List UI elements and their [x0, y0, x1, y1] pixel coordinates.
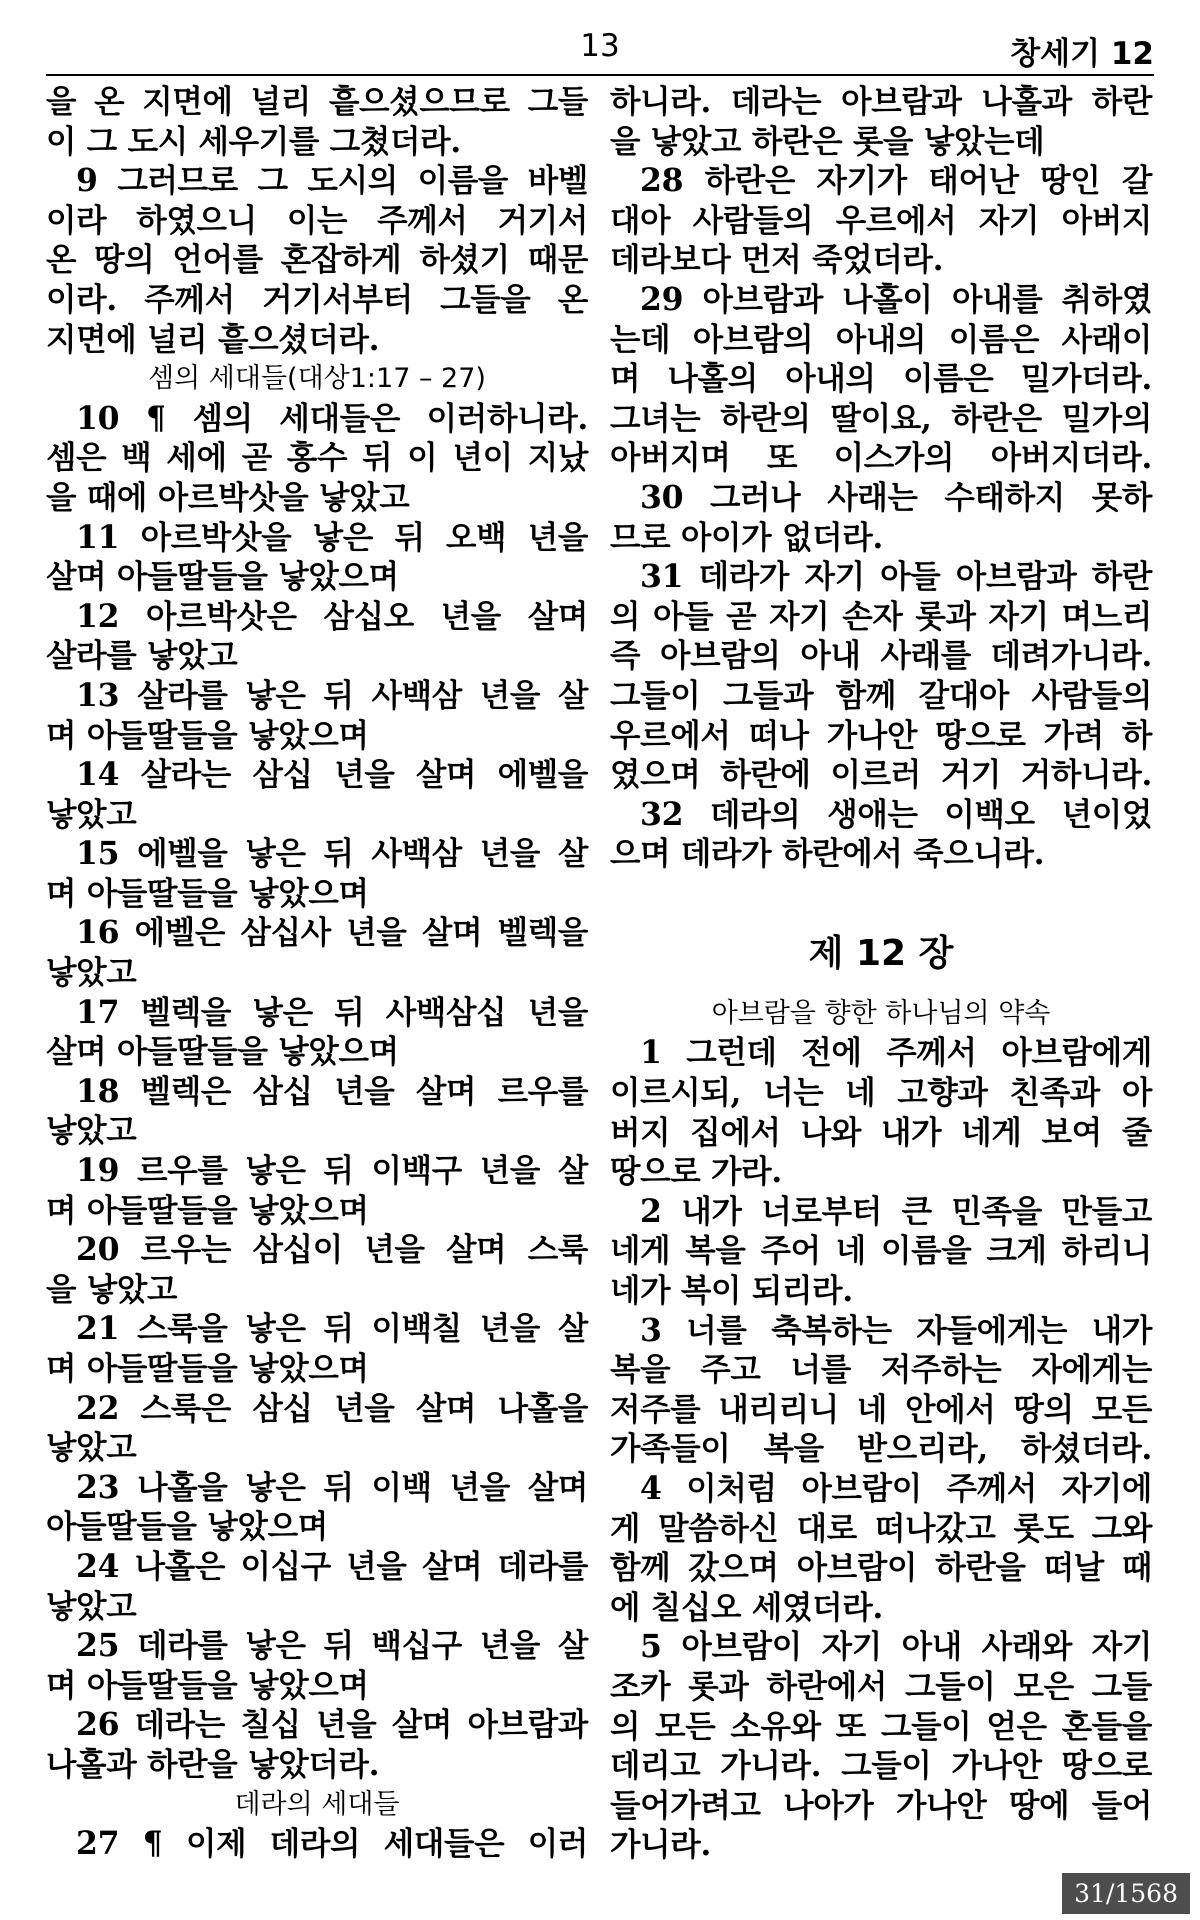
verse-start-line: 4 이처럼 아브람이 주께서 자기에 [640, 1470, 1152, 1507]
page-header [46, 24, 1154, 76]
text-line: 며 아들딸들을 낳았으며 [46, 874, 369, 912]
text-line: 네가 복이 되리라. [610, 1272, 853, 1310]
text-line: 네게 복을 주어 네 이름을 크게 하리니 [610, 1232, 1152, 1270]
text-line: 함께 갔으며 아브람이 하란을 떠날 때 [610, 1549, 1152, 1587]
verse-start-line: 5 아브람이 자기 아내 사래와 자기 [640, 1628, 1152, 1666]
verse-start-line: 22 스룩은 삼십 년을 살며 나홀을 [76, 1389, 588, 1427]
spacer [610, 874, 1152, 914]
text-line: 을 온 지면에 널리 흩으셨으므로 그들 [46, 83, 588, 120]
text-line: 이 그 도시 세우기를 그쳤더라. [46, 122, 461, 160]
text-line: 아들딸들을 낳았으며 [46, 1508, 328, 1546]
text-line: 의 모든 소유와 또 그들이 얻은 혼들을 [610, 1707, 1152, 1745]
page-counter: 31/1568 [1062, 1873, 1190, 1914]
chapter-heading: 제 12 장 [808, 932, 954, 974]
verse-start-line: 15 에벨을 낳은 뒤 사백삼 년을 살 [76, 835, 588, 873]
verse-start-line: 31 데라가 자기 아들 아브람과 하란 [640, 558, 1152, 596]
text-line: 며 나홀의 아내의 이름은 밀가더라. [610, 360, 1152, 398]
text-line: 가족들이 복을 받으리라, 하셨더라. [610, 1430, 1152, 1468]
text-line: 땅으로 가라. [610, 1153, 782, 1191]
verse-start-line: 23 나홀을 낳은 뒤 이백 년을 살며 [76, 1468, 588, 1506]
section-heading: 데라의 세대들 [234, 1788, 400, 1820]
text-line: 대아 사람들의 우르에서 자기 아버지 [610, 201, 1152, 239]
verse-start-line: 21 스룩을 낳은 뒤 이백칠 년을 살 [76, 1310, 588, 1348]
verse-start-line: 29 아브람과 나홀이 아내를 취하였 [640, 280, 1152, 318]
text-line: 데리고 가니라. 그들이 가나안 땅으로 [610, 1747, 1152, 1785]
text-line: 버지 집에서 나와 내가 네게 보여 줄 [610, 1113, 1152, 1151]
text-line: 그들이 그들과 함께 갈대아 사람들의 [610, 676, 1152, 714]
verse-start-line: 1 그런데 전에 주께서 아브람에게 [640, 1034, 1152, 1072]
verse-start-line: 18 벨렉은 삼십 년을 살며 르우를 [76, 1072, 588, 1110]
text-line: 조카 롯과 하란에서 그들이 모은 그들 [610, 1667, 1152, 1705]
verse-start-line: 32 데라의 생애는 이백오 년이었 [640, 795, 1152, 833]
verse-start-line: 30 그러나 사래는 수태하지 못하 [640, 478, 1152, 516]
text-line: 므로 아이가 없더라. [610, 518, 884, 556]
text-line: 의 아들 곧 자기 손자 롯과 자기 며느리 [610, 597, 1152, 635]
text-line: 며 아들딸들을 낳았으며 [46, 1666, 369, 1704]
text-line: 였으며 하란에 이르러 거기 거하니라. [610, 756, 1152, 794]
verse-start-line: 19 르우를 낳은 뒤 이백구 년을 살 [76, 1152, 588, 1190]
verse-start-line: 14 살라는 삼십 년을 살며 에벨을 [76, 756, 588, 794]
text-line: 으며 데라가 하란에서 죽으니라. [610, 835, 1045, 873]
section-heading: 셈의 세대들(대상1:17 – 27) [148, 363, 486, 395]
text-line: 낳았고 [46, 795, 137, 833]
text-line: 며 아들딸들을 낳았으며 [46, 1191, 369, 1229]
text-line: 이라 하였으니 이는 주께서 거기서 [46, 201, 588, 239]
text-line: 그녀는 하란의 딸이요, 하란은 밀가의 [610, 399, 1152, 437]
text-line: 살며 아들딸들을 낳았으며 [46, 1033, 399, 1071]
verse-start-line: 9 그러므로 그 도시의 이름을 바벨 [76, 162, 588, 200]
text-line: 이르시되, 너는 네 고향과 친족과 아 [610, 1074, 1152, 1112]
text-line: 낳았고 [46, 954, 137, 992]
text-line: 을 때에 아르박삿을 낳았고 [46, 478, 410, 516]
text-line: 이라. 주께서 거기서부터 그들을 온 [46, 280, 588, 318]
text-line: 게 말씀하신 대로 떠나갔고 롯도 그와 [610, 1509, 1152, 1547]
page-number: 13 [580, 28, 620, 64]
text-line: 저주를 내리리니 네 안에서 땅의 모든 [610, 1390, 1152, 1428]
verse-start-line: 13 살라를 낳은 뒤 사백삼 년을 살 [76, 676, 588, 714]
text-line: 즉 아브람의 아내 사래를 데려가니라. [610, 637, 1152, 675]
text-line: 낳았고 [46, 1587, 137, 1625]
verse-start-line: 3 너를 축복하는 자들에게는 내가 [640, 1311, 1152, 1349]
verse-start-line: 27 ¶ 이제 데라의 세대들은 이러 [76, 1825, 588, 1863]
running-title: 창세기 12 [1010, 36, 1154, 72]
text-line: 며 아들딸들을 낳았으며 [46, 716, 369, 754]
text-line: 낳았고 [46, 1112, 137, 1150]
verse-start-line: 24 나홀은 이십구 년을 살며 데라를 [76, 1547, 588, 1585]
text-line: 을 낳았고 하란은 롯을 낳았는데 [610, 122, 1045, 160]
verse-start-line: 17 벨렉을 낳은 뒤 사백삼십 년을 [76, 993, 588, 1031]
section-heading: 아브람을 향한 하나님의 약속 [711, 997, 1051, 1029]
text-line: 살며 아들딸들을 낳았으며 [46, 558, 399, 596]
text-line: 아버지며 또 이스가의 아버지더라. [610, 439, 1152, 477]
text-line: 하니라. 데라는 아브람과 나홀과 하란 [610, 83, 1152, 120]
verse-start-line: 16 에벨은 삼십사 년을 살며 벨렉을 [76, 914, 588, 952]
verse-start-line: 26 데라는 칠십 년을 살며 아브람과 [76, 1706, 588, 1744]
text-line: 낳았고 [46, 1429, 137, 1467]
text-line: 는데 아브람의 아내의 이름은 사래이 [610, 320, 1152, 358]
verse-start-line: 28 하란은 자기가 태어난 땅인 갈 [640, 162, 1152, 200]
text-line: 가니라. [610, 1826, 712, 1864]
left-column [46, 82, 588, 1864]
right-column [610, 82, 1152, 1865]
text-line: 을 낳았고 [46, 1270, 178, 1308]
verse-start-line: 10 ¶ 셈의 세대들은 이러하니라. [76, 399, 588, 437]
verse-start-line: 11 아르박삿을 낳은 뒤 오백 년을 [76, 518, 588, 556]
text-line: 나홀과 하란을 낳았더라. [46, 1745, 380, 1783]
verse-start-line: 20 르우는 삼십이 년을 살며 스룩 [76, 1231, 588, 1269]
text-line: 복을 주고 너를 저주하는 자에게는 [610, 1351, 1152, 1389]
text-line: 살라를 낳았고 [46, 637, 238, 675]
verse-start-line: 25 데라를 낳은 뒤 백십구 년을 살 [76, 1627, 588, 1665]
text-line: 에 칠십오 세였더라. [610, 1588, 884, 1626]
text-line: 우르에서 떠나 가나안 땅으로 가려 하 [610, 716, 1152, 754]
text-line: 데라보다 먼저 죽었더라. [610, 241, 944, 279]
verse-start-line: 12 아르박삿은 삼십오 년을 살며 [76, 597, 588, 635]
text-line: 지면에 널리 흩으셨더라. [46, 320, 380, 358]
text-line: 셈은 백 세에 곧 홍수 뒤 이 년이 지났 [46, 439, 588, 477]
text-line: 온 땅의 언어를 혼잡하게 하셨기 때문 [46, 241, 588, 279]
text-line: 들어가려고 나아가 가나안 땅에 들어 [610, 1786, 1152, 1824]
text-line: 며 아들딸들을 낳았으며 [46, 1350, 369, 1387]
verse-start-line: 2 내가 너로부터 큰 민족을 만들고 [640, 1192, 1152, 1230]
